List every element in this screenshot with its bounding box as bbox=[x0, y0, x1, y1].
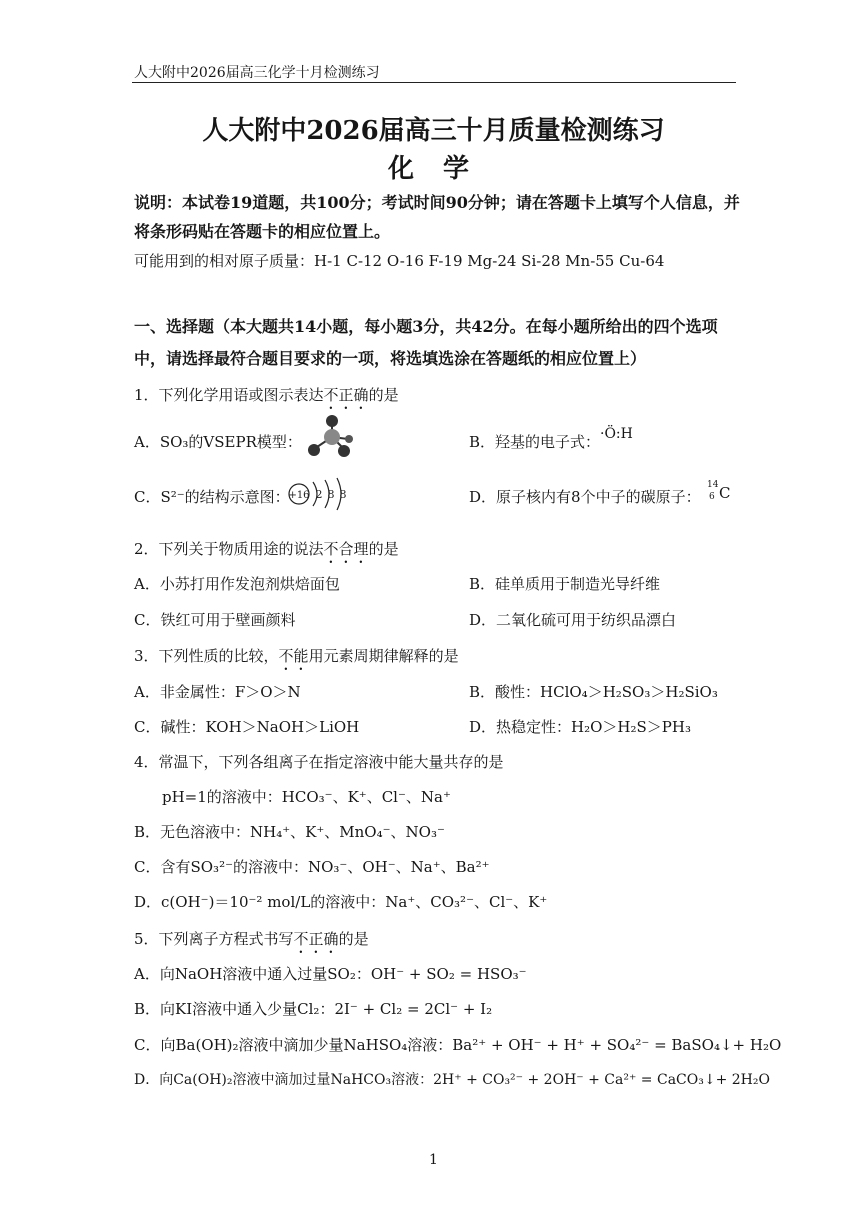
question-4-option-c: C．含有SO₃²⁻的溶液中：NO₃⁻、OH⁻、Na⁺、Ba²⁺ bbox=[134, 858, 490, 876]
question-2-post: 的是 bbox=[368, 540, 399, 558]
question-4-option-d: D．c(OH⁻)＝10⁻² mol/L的溶液中：Na⁺、CO₃²⁻、Cl⁻、K⁺ bbox=[134, 893, 548, 911]
question-3-post: 用元素周期律解释的是 bbox=[308, 647, 459, 665]
page-number: 1 bbox=[429, 1152, 438, 1168]
sulfide-ion-structure-diagram bbox=[287, 474, 359, 514]
question-2-emph: 不合理 bbox=[323, 540, 369, 558]
nuclide-symbol: C bbox=[719, 484, 731, 502]
question-5-emph: 不正确 bbox=[293, 930, 339, 948]
question-1-option-a: A．SO₃的VSEPR模型： bbox=[134, 433, 302, 451]
question-1-pre: 1．下列化学用语或图示表达 bbox=[134, 386, 324, 404]
header-rule bbox=[132, 82, 736, 83]
question-2-pre: 2．下列关于物质用途的说法 bbox=[134, 540, 324, 558]
question-1-option-b: B．羟基的电子式： bbox=[469, 433, 601, 451]
nucleus-charge: +16 bbox=[288, 490, 310, 501]
exam-title: 人大附中2026届高三十月质量检测练习 bbox=[202, 116, 665, 146]
question-1-emph: 不正确 bbox=[323, 386, 369, 404]
question-3-option-c: C．碱性：KOH＞NaOH＞LiOH bbox=[134, 718, 360, 736]
section-heading: 一、选择题（本大题共14小题，每小题3分，共42分。在每小题所给出的四个选项中，请选择最符合题目要求的一项，将选填选涂在答题纸的相应位置上） bbox=[134, 317, 718, 368]
question-3-option-a: A．非金属性：F＞O＞N bbox=[134, 683, 301, 701]
nuclide-atomic-number: 6 bbox=[709, 492, 715, 502]
question-3-pre: 3．下列性质的比较， bbox=[134, 647, 279, 665]
question-1-option-d: D．原子核内有8个中子的碳原子： bbox=[469, 488, 701, 506]
question-3-stem bbox=[134, 645, 459, 674]
question-5-stem bbox=[134, 928, 369, 957]
so3-vsepr-model-image bbox=[302, 413, 362, 463]
question-5-option-d: D．向Ca(OH)₂溶液中滴加过量NaHCO₃溶液：2H⁺ + CO₃²⁻ + 2OH⁻ + Ca²⁺ = CaCO₃↓+ 2H₂O bbox=[134, 1072, 770, 1088]
question-1-option-c: C．S²⁻的结构示意图： bbox=[134, 488, 290, 506]
question-5-post: 的是 bbox=[338, 930, 369, 948]
question-2-option-a: A．小苏打用作发泡剂烘焙面包 bbox=[134, 575, 340, 593]
hydroxyl-electron-formula: ·Ö:H bbox=[600, 426, 633, 442]
page-header: 人大附中2026届高三化学十月检测练习 bbox=[134, 65, 380, 81]
question-4-stem: 4．常温下，下列各组离子在指定溶液中能大量共存的是 bbox=[134, 753, 504, 771]
question-2-option-c: C．铁红可用于壁画颜料 bbox=[134, 611, 296, 629]
question-1-stem bbox=[134, 384, 399, 413]
question-4-option-a: pH=1的溶液中：HCO₃⁻、K⁺、Cl⁻、Na⁺ bbox=[162, 788, 451, 806]
question-5-option-b: B．向KI溶液中通入少量Cl₂：2I⁻ + Cl₂ = 2Cl⁻ + I₂ bbox=[134, 1000, 493, 1018]
question-5-option-c: C．向Ba(OH)₂溶液中滴加少量NaHSO₄溶液：Ba²⁺ + OH⁻ + H⁺ + SO₄²⁻ = BaSO₄↓+ H₂O bbox=[134, 1036, 782, 1054]
question-1-post: 的是 bbox=[368, 386, 399, 404]
nuclide-mass-number: 14 bbox=[707, 480, 719, 490]
shell-3-electrons: 8 bbox=[339, 488, 347, 501]
exam-subject: 化 学 bbox=[387, 154, 480, 184]
atomic-mass-line: 可能用到的相对原子质量：H-1 C-12 O-16 F-19 Mg-24 Si-28 Mn-55 Cu-64 bbox=[134, 252, 665, 270]
carbon-14-nuclide bbox=[707, 480, 735, 506]
question-3-option-b: B．酸性：HClO₄＞H₂SO₃＞H₂SiO₃ bbox=[469, 683, 718, 701]
shell-1-electrons: 2 bbox=[315, 488, 323, 501]
question-2-option-b: B．硅单质用于制造光导纤维 bbox=[469, 575, 661, 593]
question-5-pre: 5．下列离子方程式书写 bbox=[134, 930, 294, 948]
shell-2-electrons: 8 bbox=[327, 488, 335, 501]
question-4-option-b: B．无色溶液中：NH₄⁺、K⁺、MnO₄⁻、NO₃⁻ bbox=[134, 823, 445, 841]
exam-instructions: 说明：本试卷19道题，共100分；考试时间90分钟；请在答题卡上填写个人信息，并将条形码贴在答题卡的相应位置上。 bbox=[134, 193, 740, 241]
question-3-option-d: D．热稳定性：H₂O＞H₂S＞PH₃ bbox=[469, 718, 691, 736]
question-2-option-d: D．二氧化硫可用于纺织品漂白 bbox=[469, 611, 677, 629]
question-5-option-a: A．向NaOH溶液中通入过量SO₂：OH⁻ + SO₂ = HSO₃⁻ bbox=[134, 965, 527, 983]
question-2-stem bbox=[134, 538, 399, 567]
question-3-emph: 不能 bbox=[278, 647, 309, 665]
